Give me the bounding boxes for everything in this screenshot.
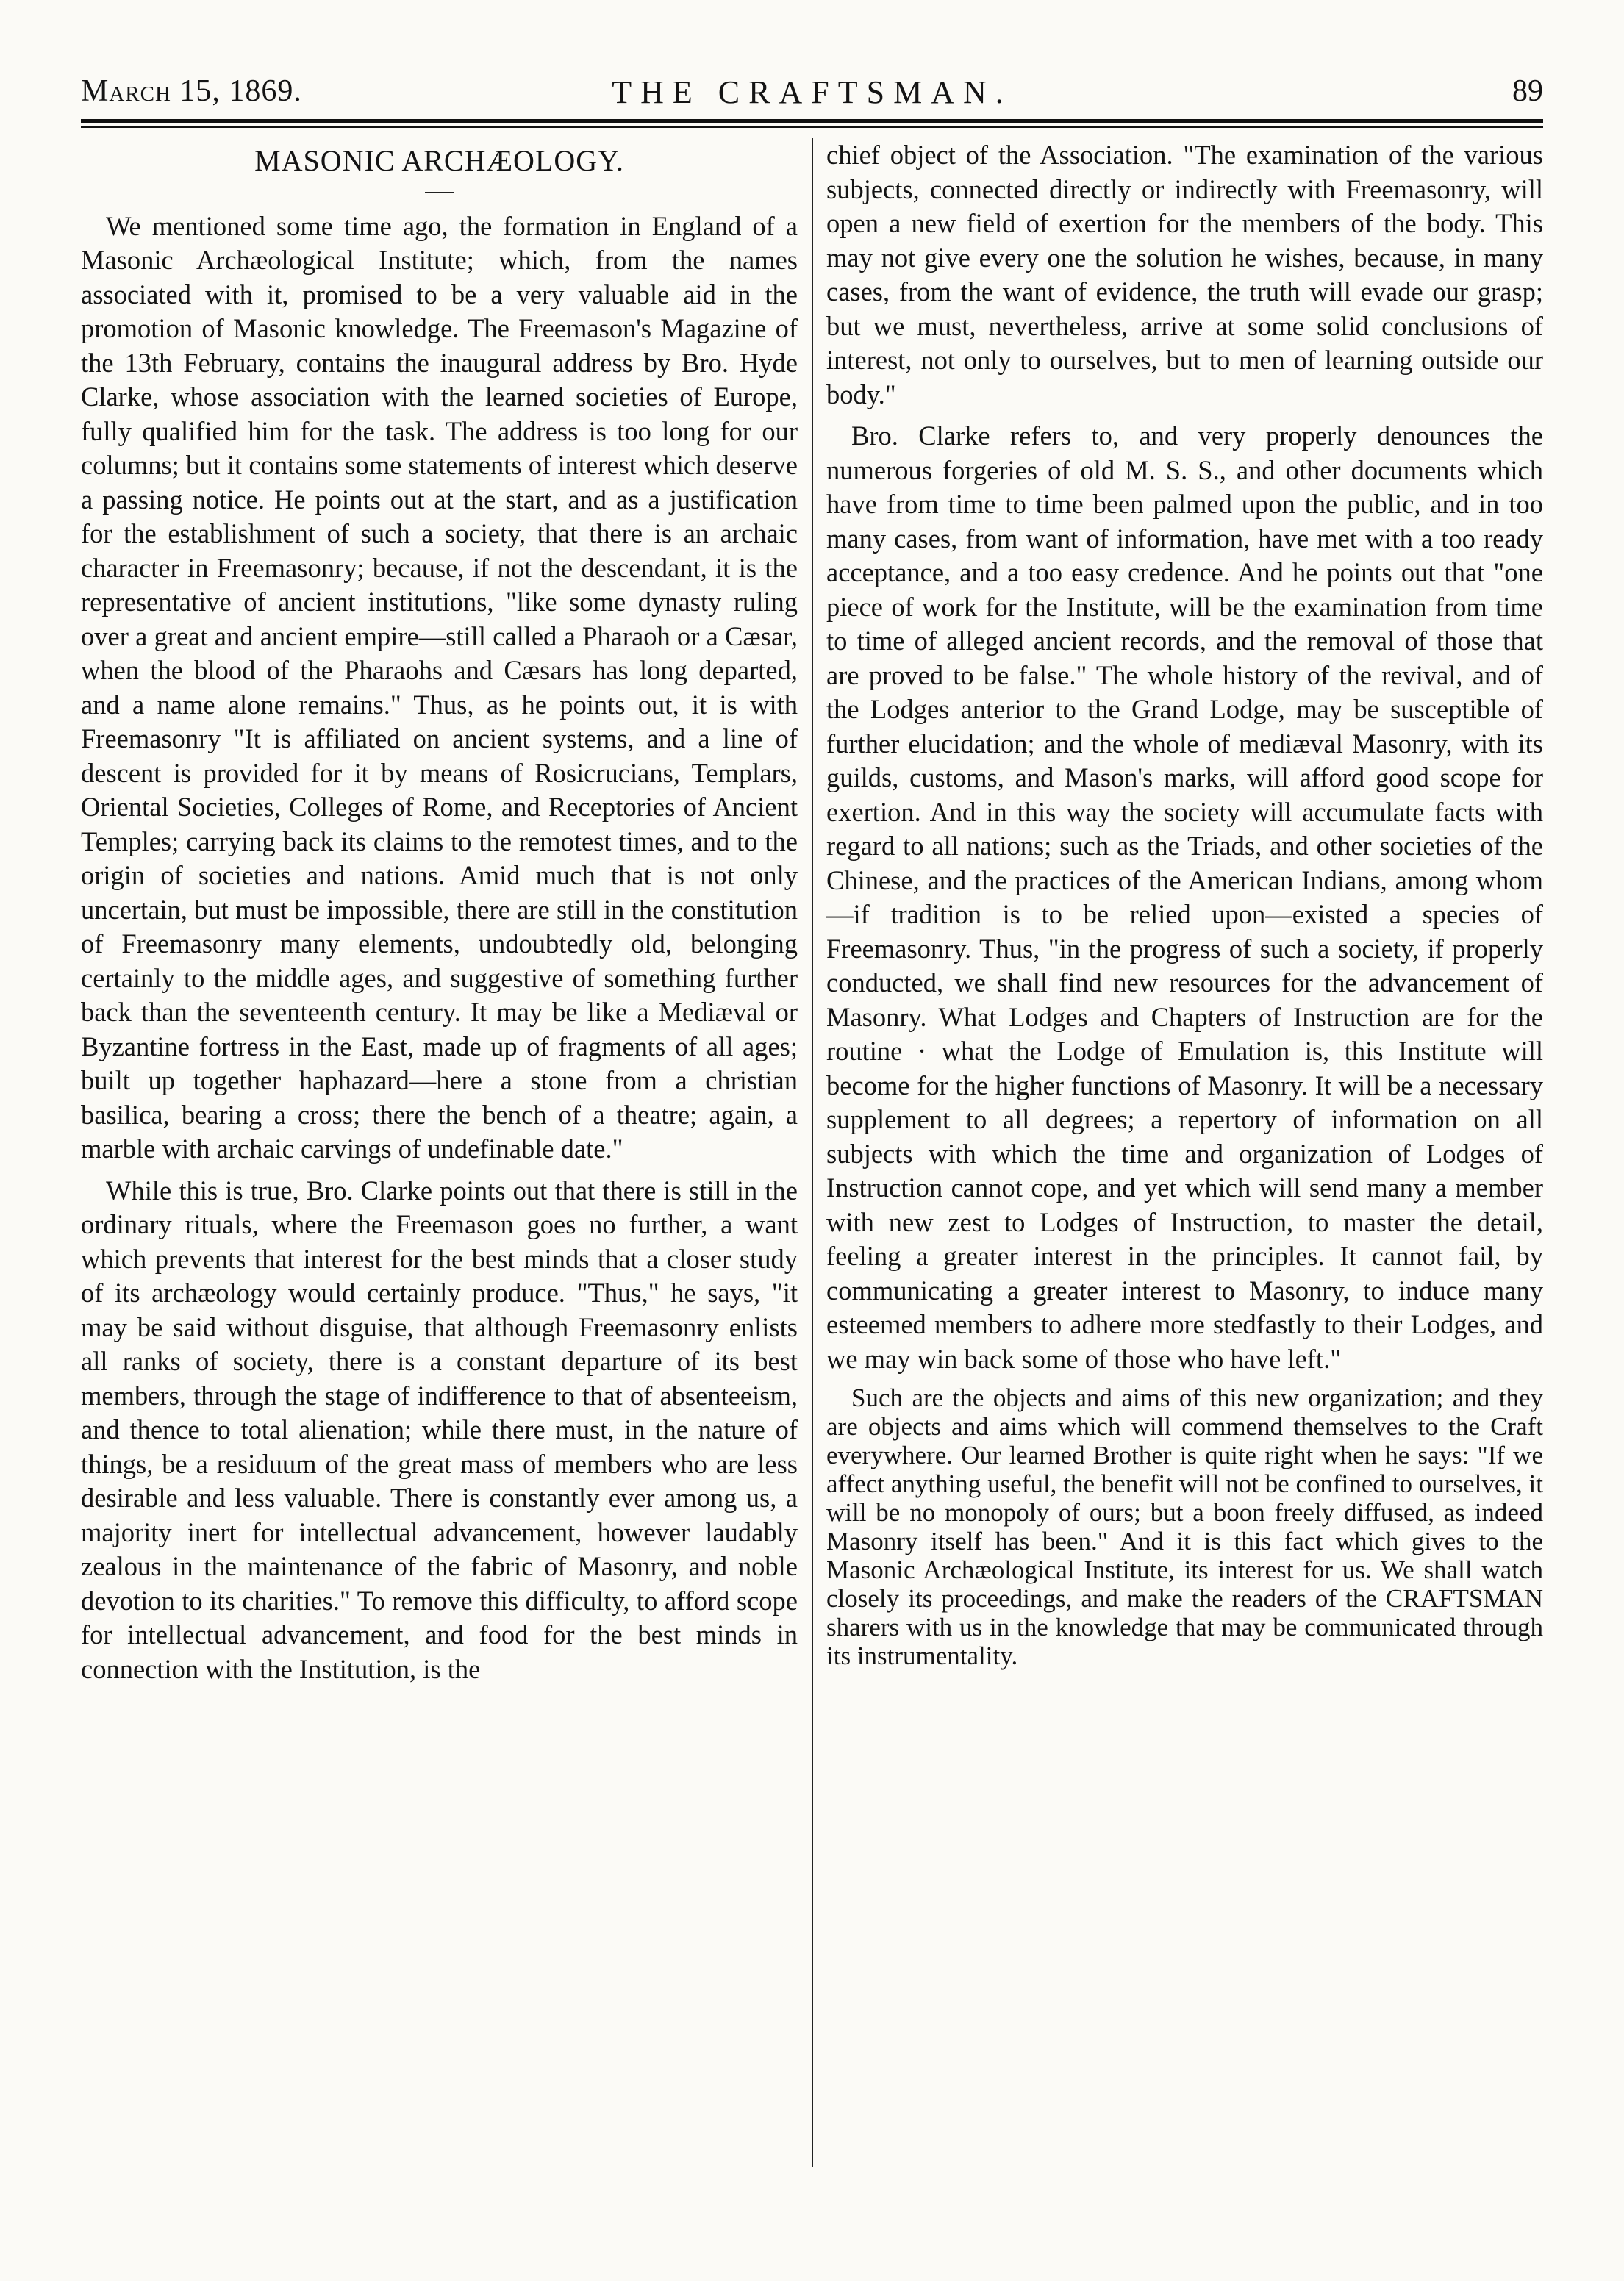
journal-title: THE CRAFTSMAN. bbox=[612, 74, 1012, 110]
paragraph-2: While this is true, Bro. Clarke points out that there is still in the ordinary rituals, where the Freemason goes no further, a want which prevents that interest for the best minds that a closer study of its archæology would certainly produce. "Thus," he says, "it may be said without disguise, that although Freemasonry enlists all ranks of society, there is a constant departure of its best members, through the stage of indifference to that of absenteeism, and thence to total alienation; while there must, in the nature of things, be a residuum of the great mass of members who are less desirable and less valuable. There is constantly ever among us, a majority inert for intellectual advancement, however laudably zealous in the maintenance of the fabric of Masonry, and noble devotion to its charities." To remove this difficulty, to afford scope for intellectual advancement, and food for the best minds in connection with the Institution, is the bbox=[81, 1175, 798, 1684]
header-rule-thin bbox=[81, 126, 1543, 128]
article-columns bbox=[81, 138, 1543, 2196]
paragraph-2-continued: chief object of the Association. "The examination of the various subjects, connected directly or indirectly with Freemasonry, will open a new field of exertion for the members of the body. This may not give every one the solution he wishes, because, in many cases, from the want of evidence, the truth will evade our grasp; but we must, nevertheless, arrive at some solid conclusions of interest, not only to ourselves, but to men of learning outside our body." bbox=[826, 140, 1543, 409]
running-head bbox=[81, 74, 1543, 115]
paragraph-4: Such are the objects and aims of this new organization; and they are objects and aims which will commend themselves to the Craft everywhere. Our learned Brother is quite right when he says: "If we affect anything useful, the benefit will not be confined to ourselves, it will be no monopoly of ours; but a boon freely diffused, as indeed Masonry itself has been." And it is this fact which gives to the Masonic Archæological Institute, its interest for us. We shall watch closely its proceedings, and make the readers of the CRAFTSMAN sharers with us in the knowledge that may be communicated through its instrumentality. bbox=[826, 1383, 1543, 1670]
article-title: MASONIC ARCHÆOLOGY. bbox=[254, 144, 624, 177]
title-dash bbox=[425, 192, 454, 193]
right-column bbox=[826, 138, 1543, 2196]
column-divider bbox=[812, 138, 813, 2167]
left-column bbox=[81, 138, 798, 2196]
issue-date: March 15, 1869. bbox=[81, 74, 302, 108]
paragraph-3: Bro. Clarke refers to, and very properly denounces the numerous forgeries of old M. S. S., and other documents which have from time to time been palmed upon the public, and in too many cases, from want of information, have met with a too ready acceptance, and a too easy credence. And he points out that "one piece of work for the Institute, will be the examination from time to time of alleged ancient records, and the removal of those that are proved to be false." The whole history of the revival, and of the Lodges anterior to the Grand Lodge, may be susceptible of further elucidation; and the whole of mediæval Masonry, with its guilds, customs, and Mason's marks, will afford good scope for exertion. And in this way the society will accumulate facts with regard to all nations; such as the Triads, and other societies of the Chinese, and the practices of the American Indians, among whom—if tradition is to be relied upon—existed a species of Freemasonry. Thus, "in the progress of such a society, if properly conducted, we shall find new resources for the advancement of Masonry. What Lodges and Chapters of Instruction are for the routine · what the Lodge of Emulation is, this Institute will become for the higher functions of Masonry. It will be a necessary supplement to all degrees; a repertory of information on all subjects with which the time and organization of Lodges of Instruction cannot cope, and yet which will send many a member with new zest to Lodges of Instruction, to master the detail, feeling a greater interest in the principles. It cannot fail, by communicating a greater interest to Masonry, to induce many esteemed members to adhere more stedfastly to their Lodges, and we may win back some of those who have left." bbox=[826, 420, 1543, 1374]
header-rule-thick bbox=[81, 119, 1543, 123]
page-number: 89 bbox=[1512, 74, 1543, 108]
paragraph-1: We mentioned some time ago, the formation in England of a Masonic Archæological Institute; which, from the names associated with it, promised to be a very valuable aid in the promotion of Masonic knowledge. The Freemason's Magazine of the 13th February, contains the inaugural address by Bro. Hyde Clarke, whose association with the learned societies of Europe, fully qualified him for the task. The address is too long for our columns; but it contains some statements of interest which deserve a passing notice. He points out at the start, and as a justification for the establishment of such a society, that there is an archaic character in Freemasonry; because, if not the descendant, it is the representative of ancient institutions, "like some dynasty ruling over a great and ancient empire—still called a Pharaoh or a Cæsar, when the blood of the Pharaohs and Cæsars has long departed, and a name alone remains." Thus, as he points out, it is with Freemasonry "It is affiliated on ancient systems, and a line of descent is provided for it by means of Rosicrucians, Templars, Oriental Societies, Colleges of Rome, and Receptories of Ancient Temples; carrying back its claims to the remotest times, and to the origin of societies and nations. Amid much that is not only uncertain, but must be impossible, there are still in the constitution of Freemasonry many elements, undoubtedly old, belonging certainly to the middle ages, and suggestive of something further back than the seventeenth century. It may be like a Mediæval or Byzantine fortress in the East, made up of fragments of all ages; built up together haphazard—here a stone from a christian basilica, bearing a cross; there the bench of a theatre; again, a marble with archaic carvings of undefinable date." bbox=[81, 210, 798, 1164]
